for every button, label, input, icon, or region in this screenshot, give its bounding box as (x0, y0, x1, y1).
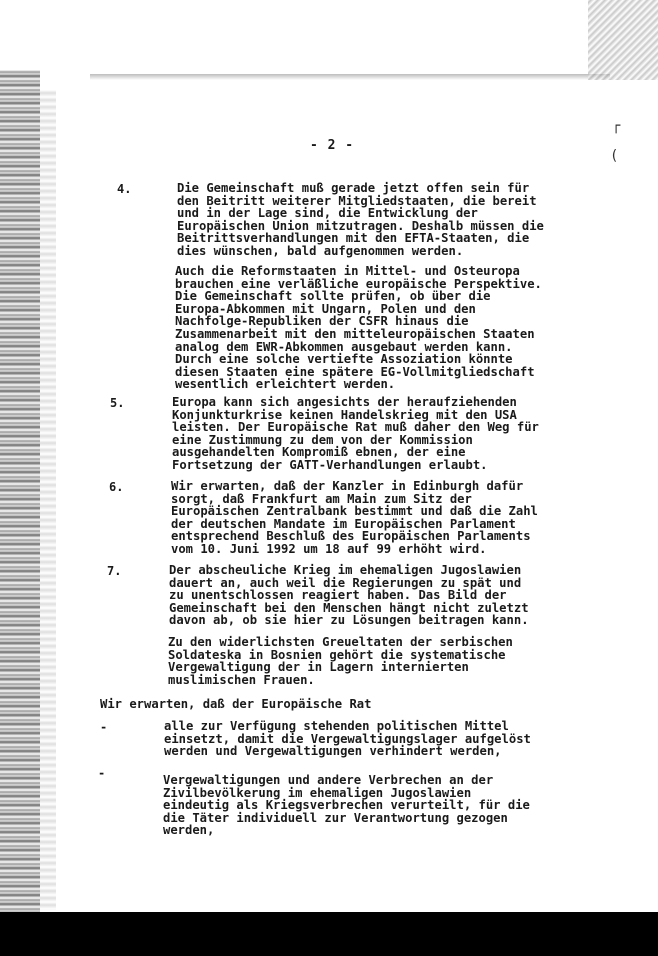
text-line: Zusammenarbeit mit den mitteleuropäischen Staaten (175, 326, 535, 341)
item-number: 4. (117, 182, 132, 196)
text-line: werden, (163, 823, 215, 838)
text-line: Gemeinschaft bei den Menschen hängt nicht zuletzt (169, 600, 529, 615)
text-line: dies wünschen, bald aufgenommen werden. (177, 243, 464, 258)
text-line: Europa-Abkommen mit Ungarn, Polen und den (175, 301, 476, 316)
text-line: werden und Vergewaltigungen verhindert werden, (164, 744, 502, 759)
text-line: Der abscheuliche Krieg im ehemaligen Jugoslawien (169, 563, 522, 577)
text-line: Wir erwarten, daß der Kanzler in Edinburgh dafür (171, 479, 524, 493)
text-line: Zivilbevölkerung im ehemaligen Jugoslawien (163, 785, 472, 800)
text-line: Durch eine solche vertiefte Assoziation könnte (175, 352, 513, 367)
page-number: - 2 - (310, 138, 355, 153)
paragraph (177, 182, 544, 258)
text-line: Auch die Reformstaaten in Mittel- und Osteuropa (175, 264, 520, 278)
text-line: Nachfolge-Republiken der CSFR hinaus die (175, 314, 469, 329)
scan-bottom-border (0, 912, 658, 956)
text-line: zu unentschlossen reagiert haben. Das Bild der (169, 588, 507, 603)
text-line: alle zur Verfügung stehenden politischen Mittel (164, 719, 509, 733)
text-line: analog dem EWR-Abkommen ausgebaut werden kann. (175, 339, 513, 354)
text-line: Europa kann sich angesichts der heraufziehenden (172, 395, 517, 409)
item-number: 7. (107, 564, 122, 578)
dash-marker: - (100, 720, 108, 734)
scan-binding-edge (0, 70, 40, 930)
text-line: leisten. Der Europäische Rat muß daher den Weg für (172, 420, 539, 435)
text-line: brauchen eine verläßliche europäische Perspektive. (175, 276, 542, 291)
text-line: Die Gemeinschaft muß gerade jetzt offen sein für (177, 181, 530, 195)
dash-paragraph (163, 774, 530, 837)
paragraph (168, 636, 513, 686)
scan-binding-edge-shadow (40, 90, 56, 910)
paragraph (172, 396, 539, 472)
text-line: sorgt, daß Frankfurt am Main zum Sitz der (171, 491, 472, 506)
text-line: und in der Lage sind, die Entwicklung der (177, 206, 478, 221)
text-line: ausgehandelten Kompromiß ebnen, der eine (172, 445, 466, 460)
item-number: 5. (110, 396, 125, 410)
text-line: eindeutig als Kriegsverbrechen verurteilt, für die (163, 798, 530, 813)
scan-mark: ┌ (612, 118, 621, 134)
paragraph (175, 265, 542, 391)
text-line: Vergewaltigung der in Lagern internierten (168, 660, 469, 675)
text-line: vom 10. Juni 1992 um 18 auf 99 erhöht wird. (171, 541, 487, 556)
text-line: die Täter individuell zur Verantwortung gezogen (163, 810, 508, 825)
text-line: Die Gemeinschaft sollte prüfen, ob über die (175, 289, 491, 304)
scan-noise-top-right (588, 0, 658, 80)
text-line: den Beitritt weiterer Mitgliedstaaten, die bereit (177, 193, 537, 208)
text-line: wesentlich erleichtert werden. (175, 377, 396, 392)
item-number: 6. (109, 480, 124, 494)
text-line: davon ab, ob sie hier zu Lösungen beitragen kann. (169, 613, 529, 628)
scan-top-margin (0, 0, 658, 78)
dash-paragraph (164, 720, 531, 758)
text-line: Europäischen Zentralbank bestimmt und daß die Zahl (171, 504, 538, 519)
text-line: dauert an, auch weil die Regierungen zu spät und (169, 575, 522, 590)
text-line: Soldateska in Bosnien gehört die systematische (168, 647, 506, 662)
text-line: Fortsetzung der GATT-Verhandlungen erlaubt. (172, 457, 488, 472)
paragraph (171, 480, 538, 556)
scan-mark: ( (610, 148, 619, 164)
text-line: Vergewaltigungen und andere Verbrechen an der (163, 773, 494, 787)
text-line: Europäischen Union mitzutragen. Deshalb müssen die (177, 218, 544, 233)
text-line: der deutschen Mandate im Europäischen Parlament (171, 516, 516, 531)
text-line: muslimischen Frauen. (168, 672, 315, 687)
text-line: eine Zustimmung zu dem von der Kommission (172, 432, 473, 447)
text-line: Zu den widerlichsten Greueltaten der serbischen (168, 635, 513, 649)
dash-marker: - (98, 766, 106, 780)
text-line: einsetzt, damit die Vergewaltigungslager aufgelöst (164, 731, 531, 746)
paragraph (169, 564, 529, 627)
page-top-edge-shadow (90, 74, 610, 80)
expectation-intro (100, 698, 372, 711)
text-line: Konjunkturkrise keinen Handelskrieg mit den USA (172, 407, 517, 422)
text-line: Beitrittsverhandlungen mit den EFTA-Staaten, die (177, 231, 530, 246)
text-line: diesen Staaten eine spätere EG-Vollmitgliedschaft (175, 364, 535, 379)
text-line: Wir erwarten, daß der Europäische Rat (100, 697, 372, 711)
text-line: entsprechend Beschluß des Europäischen Parlaments (171, 529, 531, 544)
